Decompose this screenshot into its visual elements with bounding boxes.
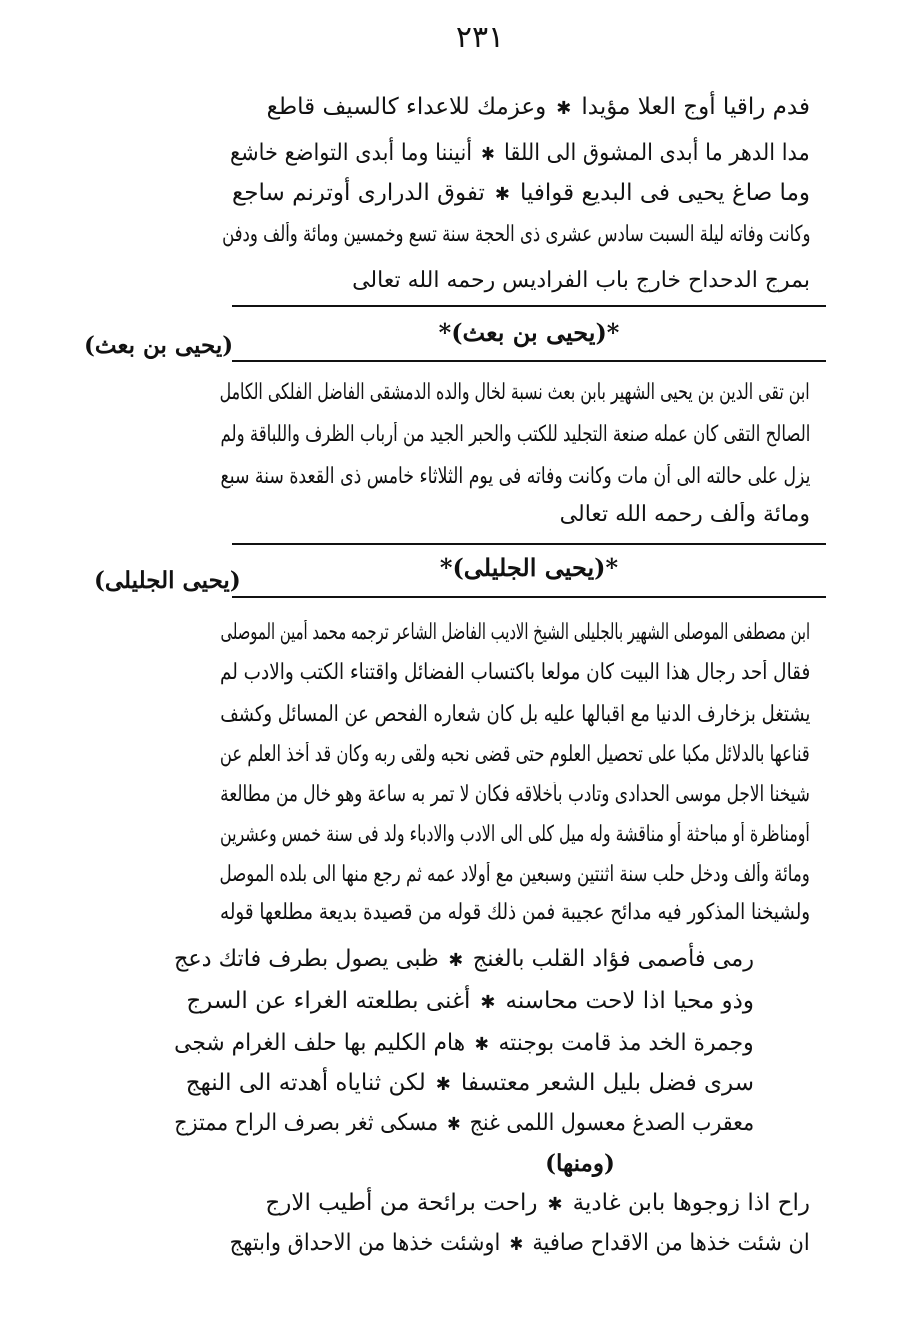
entry-heading: *(يحيى بن بعث)*	[438, 318, 620, 347]
verse-separator-icon: ✱	[446, 1114, 461, 1135]
verse-second-hemistich: ظبى يصول بطرف فاتك دعج	[173, 946, 439, 972]
verse-first-hemistich: فدم راقيا أوج العلا مؤيدا	[581, 94, 810, 120]
section-divider	[232, 543, 826, 545]
verse-line	[174, 1110, 754, 1136]
bio-line: ابن تقى الدين بن يحيى الشهير بابن بعث نسبة لخال والده الدمشقى الفاضل الفلكى الكامل	[220, 380, 810, 405]
prose-line: وكانت وفاته ليلة السبت سادس عشرى ذى الحجة سنة تسع وخمسين ومائة وألف ودفن	[222, 222, 810, 247]
verse-separator-icon: ✱	[435, 1074, 451, 1095]
verse-line	[230, 1230, 810, 1256]
verse-line	[174, 946, 754, 972]
bio-line: فقال أحد رجال هذا البيت كان مولعا باكتساب الفضائل واقتناء الكتب والادب لم	[220, 660, 810, 685]
verse-line	[186, 1070, 754, 1096]
bio-line: يزل على حالته الى أن مات وكانت وفاته فى يوم الثلاثاء خامس ذى القعدة سنة سبع	[220, 464, 810, 489]
verse-second-hemistich: اوشئت خذها من الاحداق وابتهج	[229, 1230, 501, 1256]
verse-separator-icon: ✱	[509, 1234, 524, 1255]
verse-first-hemistich: رمى فأصمى فؤاد القلب بالغنج	[472, 946, 754, 972]
verse-separator-icon: ✱	[474, 1034, 490, 1055]
verse-first-hemistich: راح اذا زوجوها بابن غادية	[572, 1190, 810, 1216]
verse-first-hemistich: مدا الدهر ما أبدى المشوق الى اللقا	[504, 140, 810, 166]
verse-separator-icon: ✱	[547, 1194, 563, 1215]
verse-first-hemistich: معقرب الصدغ معسول اللمى غنج	[469, 1110, 754, 1136]
verse-line	[267, 94, 810, 120]
verse-second-hemistich: تفوق الدرارى أوترنم ساجع	[232, 180, 485, 206]
verse-second-hemistich: هام الكليم بها حلف الغرام شجى	[174, 1030, 466, 1056]
sub-heading: (ومنها)	[545, 1150, 615, 1177]
verse-separator-icon: ✱	[556, 98, 572, 119]
bio-line: ومائة وألف ودخل حلب سنة اثنتين وسبعين مع أولاد عمه ثم رجع منها الى بلده الموصل	[220, 862, 810, 887]
verse-separator-icon: ✱	[494, 184, 510, 205]
section-divider	[232, 596, 826, 598]
verse-line	[174, 1030, 754, 1056]
verse-second-hemistich: لكن ثناياه أهدته الى النهج	[185, 1070, 426, 1096]
verse-first-hemistich: وما صاغ يحيى فى البديع قوافيا	[519, 180, 810, 206]
section-divider	[232, 360, 826, 362]
verse-first-hemistich: ان شئت خذها من الاقداح صافية	[532, 1230, 810, 1256]
bio-line: أومناظرة أو مباحثة أو مناقشة وله ميل كلى الى الادب والادباء ولد فى سنة خمس وعشرين	[220, 822, 810, 847]
verse-line	[232, 180, 810, 206]
verse-first-hemistich: وذو محيا اذا لاحت محاسنه	[505, 988, 754, 1014]
verse-second-hemistich: وعزمك للاعداء كالسيف قاطع	[266, 94, 547, 120]
verse-separator-icon: ✱	[481, 144, 496, 165]
margin-note: (يحيى الجليلى)	[94, 567, 241, 594]
verse-second-hemistich: راحت برائحة من أطيب الارج	[265, 1190, 538, 1216]
bio-line: ولشيخنا المذكور فيه مدائح عجيبة فمن ذلك قوله من قصيدة بديعة مطلعها قوله	[220, 900, 810, 925]
prose-line: بمرج الدحداح خارج باب الفراديس رحمه الله تعالى	[352, 268, 810, 293]
bio-line: شيخنا الاجل موسى الحدادى وتادب بأخلاقه فكان لا تمر به ساعة وهو خال من مطالعة	[220, 782, 810, 807]
bio-line: الصالح التقى كان عمله صنعة التجليد للكتب والحبر الجيد من أرباب الظرف واللباقة ولم	[220, 422, 810, 447]
verse-line	[265, 1190, 810, 1216]
verse-line	[186, 988, 754, 1014]
margin-note: (يحيى بن بعث)	[84, 332, 234, 359]
bio-line: ومائة وألف رحمه الله تعالى	[559, 502, 810, 527]
verse-second-hemistich: أنيننا وما أبدى التواضع خاشع	[230, 140, 473, 166]
bio-line: يشتغل بزخارف الدنيا مع اقبالها عليه بل كان شعاره الفحص عن المسائل وكشف	[220, 702, 810, 727]
verse-separator-icon: ✱	[480, 992, 496, 1013]
verse-separator-icon: ✱	[448, 950, 464, 971]
verse-first-hemistich: سرى فضل بليل الشعر معتسفا	[460, 1070, 754, 1096]
bio-line: قناعها بالدلائل مكبا على تحصيل العلوم حتى قضى نحبه ولقى ربه وكان قد أخذ العلم عن	[220, 742, 810, 767]
verse-second-hemistich: أغنى بطلعته الغراء عن السرج	[186, 988, 471, 1014]
section-divider	[232, 305, 826, 307]
verse-second-hemistich: مسكى ثغر بصرف الراح ممتزج	[174, 1110, 438, 1136]
verse-first-hemistich: وجمرة الخد مذ قامت بوجنته	[498, 1030, 754, 1056]
page-number: ٢٣١	[455, 20, 505, 55]
bio-line: ابن مصطفى الموصلى الشهير بالجليلى الشيخ الاديب الفاضل الشاعر ترجمه محمد أمين الموصلى	[220, 620, 810, 645]
entry-heading: *(يحيى الجليلى)*	[439, 553, 619, 582]
verse-line	[230, 140, 810, 166]
